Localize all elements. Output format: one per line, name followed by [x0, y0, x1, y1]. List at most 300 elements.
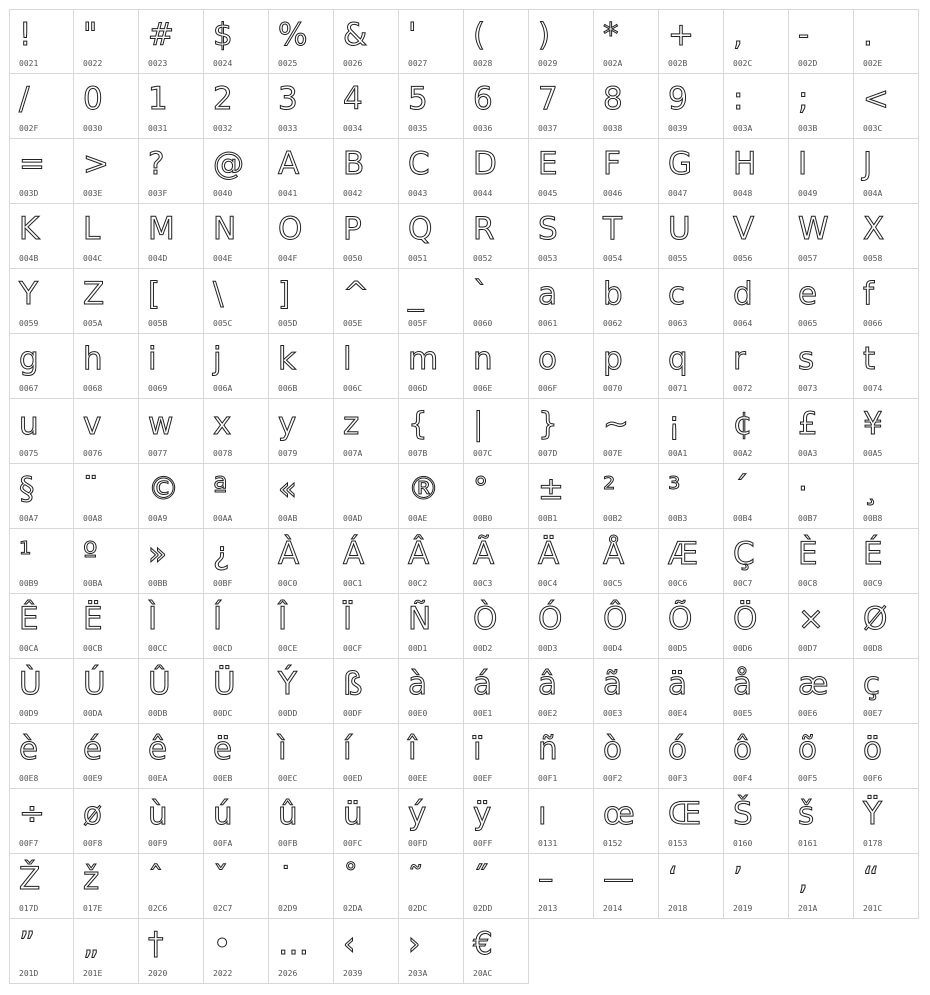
glyph-code: 00C9 [863, 579, 883, 588]
glyph-code: 00EB [213, 774, 233, 783]
glyph-cell [529, 334, 594, 399]
glyph-code: 0039 [668, 124, 688, 133]
glyph-code: 0021 [19, 59, 39, 68]
glyph-cell [594, 204, 659, 269]
glyph-cell [594, 854, 659, 919]
glyph-char: ž [83, 861, 100, 897]
glyph-cell [594, 529, 659, 594]
glyph-char: Y [19, 276, 38, 312]
glyph-char: õ [798, 731, 817, 767]
glyph-char: î [408, 731, 417, 767]
glyph-char: ) [538, 17, 551, 53]
glyph-code: 0041 [278, 189, 298, 198]
glyph-cell [139, 139, 204, 204]
glyph-char: Á [343, 536, 365, 572]
glyph-code: 003C [863, 124, 883, 133]
glyph-code: 0023 [148, 59, 168, 68]
glyph-char: â [538, 666, 557, 702]
glyph-char: Â [408, 536, 430, 572]
glyph-code: 007E [603, 449, 623, 458]
glyph-char: † [148, 926, 164, 962]
glyph-char: ó [668, 731, 687, 767]
glyph-cell [74, 399, 139, 464]
glyph-cell [204, 659, 269, 724]
glyph-cell [9, 659, 74, 724]
glyph-code: 002E [863, 59, 883, 68]
glyph-char: ü [343, 796, 363, 832]
glyph-char: % [278, 17, 308, 53]
glyph-cell [334, 659, 399, 724]
glyph-cell [204, 529, 269, 594]
glyph-char: 3 [278, 81, 298, 117]
glyph-cell [334, 74, 399, 139]
glyph-code: 0062 [603, 319, 623, 328]
glyph-char: S [538, 211, 558, 247]
glyph-code: 00AB [278, 514, 298, 523]
glyph-char: ^ [343, 276, 369, 312]
glyph-char: … [278, 926, 309, 962]
glyph-cell [399, 919, 464, 984]
glyph-char: È [798, 536, 818, 572]
glyph-code: 00B4 [733, 514, 753, 523]
glyph-cell [74, 74, 139, 139]
glyph-cell [334, 9, 399, 74]
glyph-code: 00DB [148, 709, 168, 718]
glyph-char: } [538, 406, 558, 442]
glyph-code: 0046 [603, 189, 623, 198]
glyph-char: Î [278, 601, 288, 637]
glyph-cell [139, 594, 204, 659]
glyph-cell [9, 204, 74, 269]
glyph-code: 007B [408, 449, 428, 458]
glyph-char: „ [83, 926, 100, 962]
glyph-char: I [798, 146, 808, 182]
glyph-cell [74, 789, 139, 854]
glyph-cell [334, 594, 399, 659]
glyph-char: ø [83, 796, 102, 832]
glyph-cell [724, 529, 789, 594]
glyph-grid [9, 9, 919, 984]
glyph-code: 00AE [408, 514, 428, 523]
glyph-char: & [343, 17, 368, 53]
glyph-char: > [83, 146, 109, 182]
glyph-char: 4 [343, 81, 363, 117]
glyph-char: ˝ [473, 861, 489, 897]
glyph-char: ’ [733, 861, 743, 897]
glyph-code: 00CB [83, 644, 103, 653]
glyph-char: æ [798, 666, 829, 702]
glyph-code: 0061 [538, 319, 558, 328]
glyph-char: T [603, 211, 622, 247]
glyph-char: ˆ [148, 861, 164, 897]
glyph-code: 0045 [538, 189, 558, 198]
glyph-code: 0064 [733, 319, 753, 328]
glyph-char: ” [19, 926, 36, 962]
glyph-char: Í [213, 601, 223, 637]
glyph-char: ª [213, 471, 228, 507]
glyph-char: ç [863, 666, 881, 702]
glyph-code: 00F3 [668, 774, 688, 783]
glyph-cell [269, 724, 334, 789]
glyph-char: ä [668, 666, 687, 702]
glyph-char: ´ [733, 471, 749, 507]
glyph-code: 0036 [473, 124, 493, 133]
glyph-cell [659, 269, 724, 334]
glyph-code: 0178 [863, 839, 883, 848]
glyph-code: 00B1 [538, 514, 558, 523]
glyph-cell [529, 529, 594, 594]
glyph-char: ë [213, 731, 233, 767]
glyph-char: M [148, 211, 175, 247]
glyph-char: ° [473, 471, 489, 507]
glyph-code: 006F [538, 384, 558, 393]
glyph-code: 00A9 [148, 514, 168, 523]
glyph-code: 00D6 [733, 644, 753, 653]
glyph-code: 002B [668, 59, 688, 68]
glyph-char: 7 [538, 81, 558, 117]
glyph-code: 005B [148, 319, 168, 328]
glyph-code: 00D1 [408, 644, 428, 653]
glyph-code: 00AD [343, 514, 363, 523]
glyph-code: 0058 [863, 254, 883, 263]
glyph-code: 0074 [863, 384, 883, 393]
glyph-char: 6 [473, 81, 493, 117]
glyph-code: 00A2 [733, 449, 753, 458]
glyph-code: 00D3 [538, 644, 558, 653]
glyph-cell [724, 204, 789, 269]
glyph-char: Š [733, 796, 753, 832]
glyph-code: 02DD [473, 904, 493, 913]
glyph-cell [789, 269, 854, 334]
glyph-char: @ [213, 146, 244, 182]
glyph-char: û [278, 796, 298, 832]
glyph-cell [269, 399, 334, 464]
glyph-code: 003F [148, 189, 168, 198]
glyph-code: 00C3 [473, 579, 493, 588]
glyph-char: / [19, 81, 30, 117]
glyph-char: ÿ [473, 796, 492, 832]
glyph-char: ‹ [343, 926, 356, 962]
glyph-code: 00A3 [798, 449, 818, 458]
glyph-char: è [19, 731, 39, 767]
glyph-cell [789, 594, 854, 659]
glyph-cell [9, 854, 74, 919]
glyph-code: 003D [19, 189, 39, 198]
glyph-cell [9, 464, 74, 529]
glyph-code: 0060 [473, 319, 493, 328]
glyph-code: 20AC [473, 969, 493, 978]
glyph-code: 0075 [19, 449, 39, 458]
glyph-code: 00A8 [83, 514, 103, 523]
glyph-cell [9, 594, 74, 659]
glyph-cell [464, 724, 529, 789]
glyph-code: 2018 [668, 904, 688, 913]
glyph-char: ] [278, 276, 291, 312]
glyph-cell [789, 854, 854, 919]
glyph-char: • [213, 926, 232, 962]
glyph-char: ¥ [863, 406, 883, 442]
glyph-cell [204, 269, 269, 334]
glyph-char: É [863, 536, 883, 572]
glyph-cell [204, 139, 269, 204]
glyph-code: 00D2 [473, 644, 493, 653]
glyph-code: 02D9 [278, 904, 298, 913]
glyph-char: E [538, 146, 558, 182]
glyph-char: § [19, 471, 35, 507]
glyph-cell [74, 919, 139, 984]
glyph-cell [854, 659, 919, 724]
glyph-code: 00E8 [19, 774, 39, 783]
glyph-code: 00EA [148, 774, 168, 783]
glyph-code: 0052 [473, 254, 493, 263]
glyph-code: 0067 [19, 384, 39, 393]
glyph-code: 0042 [343, 189, 363, 198]
glyph-code: 00E4 [668, 709, 688, 718]
glyph-code: 00F8 [83, 839, 103, 848]
glyph-char: « [278, 471, 297, 507]
glyph-cell [594, 334, 659, 399]
glyph-char: Ì [148, 601, 158, 637]
glyph-cell [139, 919, 204, 984]
glyph-char: y [278, 406, 297, 442]
glyph-char: l [343, 341, 352, 377]
glyph-cell [724, 594, 789, 659]
glyph-char: f [863, 276, 874, 312]
glyph-char: v [83, 406, 102, 442]
glyph-char: _ [408, 276, 424, 312]
glyph-char: Ú [83, 666, 106, 702]
glyph-char: k [278, 341, 296, 377]
glyph-code: 0034 [343, 124, 363, 133]
glyph-char: # [148, 17, 174, 53]
glyph-cell [399, 659, 464, 724]
glyph-code: 004D [148, 254, 168, 263]
glyph-cell [74, 9, 139, 74]
glyph-cell [789, 74, 854, 139]
glyph-code: 003B [798, 124, 818, 133]
glyph-char: W [798, 211, 829, 247]
glyph-cell [269, 204, 334, 269]
glyph-char: Ï [343, 601, 353, 637]
glyph-cell [594, 9, 659, 74]
glyph-char: ý [408, 796, 427, 832]
glyph-code: 0131 [538, 839, 558, 848]
glyph-cell [529, 854, 594, 919]
glyph-cell [854, 139, 919, 204]
glyph-char: | [473, 406, 484, 442]
glyph-cell [9, 919, 74, 984]
glyph-code: 00E5 [733, 709, 753, 718]
glyph-code: 00E9 [83, 774, 103, 783]
glyph-cell [464, 919, 529, 984]
glyph-char: Ø [863, 601, 888, 637]
glyph-cell [464, 464, 529, 529]
glyph-cell [204, 854, 269, 919]
glyph-code: 0027 [408, 59, 428, 68]
glyph-code: 00F7 [19, 839, 39, 848]
glyph-cell [659, 529, 724, 594]
glyph-code: 00C4 [538, 579, 558, 588]
glyph-cell [139, 529, 204, 594]
glyph-code: 017E [83, 904, 103, 913]
glyph-char: ú [213, 796, 233, 832]
glyph-char: ! [19, 17, 32, 53]
glyph-cell [464, 399, 529, 464]
glyph-char: p [603, 341, 623, 377]
glyph-char: 0 [83, 81, 103, 117]
glyph-cell [9, 74, 74, 139]
glyph-cell [139, 399, 204, 464]
glyph-code: 201E [83, 969, 103, 978]
glyph-cell [529, 399, 594, 464]
glyph-char: Ô [603, 601, 628, 637]
glyph-char: ( [473, 17, 486, 53]
glyph-code: 0076 [83, 449, 103, 458]
glyph-code: 005A [83, 319, 103, 328]
glyph-cell [269, 919, 334, 984]
glyph-code: 2019 [733, 904, 753, 913]
glyph-cell [854, 74, 919, 139]
glyph-code: 02DC [408, 904, 428, 913]
glyph-char: t [863, 341, 876, 377]
glyph-char: · [798, 471, 808, 507]
glyph-code: 0049 [798, 189, 818, 198]
glyph-cell [529, 269, 594, 334]
glyph-cell [659, 464, 724, 529]
glyph-char: w [148, 406, 174, 442]
glyph-code: 00CC [148, 644, 168, 653]
glyph-code: 00C7 [733, 579, 753, 588]
glyph-code: 003E [83, 189, 103, 198]
glyph-char: Ñ [408, 601, 432, 637]
glyph-cell [204, 919, 269, 984]
glyph-char: x [213, 406, 232, 442]
glyph-cell [139, 659, 204, 724]
glyph-cell [724, 789, 789, 854]
glyph-cell [789, 399, 854, 464]
glyph-cell [269, 9, 334, 74]
glyph-code: 006D [408, 384, 428, 393]
glyph-char: c [668, 276, 686, 312]
glyph-char: X [863, 211, 885, 247]
glyph-char: u [19, 406, 39, 442]
glyph-code: 00C2 [408, 579, 428, 588]
glyph-code: 005C [213, 319, 233, 328]
glyph-cell [334, 464, 399, 529]
glyph-cell [789, 204, 854, 269]
glyph-char: g [19, 341, 39, 377]
glyph-char: ö [863, 731, 882, 767]
glyph-code: 002A [603, 59, 623, 68]
glyph-code: 02C7 [213, 904, 233, 913]
glyph-cell [724, 854, 789, 919]
glyph-code: 02DA [343, 904, 363, 913]
glyph-code: 2014 [603, 904, 623, 913]
glyph-char: š [798, 796, 815, 832]
glyph-char: ? [148, 146, 165, 182]
glyph-cell [399, 334, 464, 399]
glyph-char: ˜ [408, 861, 424, 897]
glyph-cell [399, 74, 464, 139]
glyph-char: * [603, 17, 619, 53]
glyph-char: Ë [83, 601, 103, 637]
glyph-cell [854, 789, 919, 854]
glyph-code: 0029 [538, 59, 558, 68]
glyph-code: 017D [19, 904, 39, 913]
glyph-cell [399, 594, 464, 659]
glyph-char: A [278, 146, 300, 182]
glyph-char: ß [343, 666, 363, 702]
glyph-code: 00B7 [798, 514, 818, 523]
glyph-char: : [733, 81, 744, 117]
glyph-code: 00E6 [798, 709, 818, 718]
glyph-code: 0057 [798, 254, 818, 263]
glyph-cell [724, 399, 789, 464]
glyph-code: 00FF [473, 839, 493, 848]
glyph-char: d [733, 276, 753, 312]
glyph-cell [659, 854, 724, 919]
glyph-cell [139, 74, 204, 139]
glyph-char: Û [148, 666, 171, 702]
glyph-code: 0025 [278, 59, 298, 68]
glyph-cell [789, 724, 854, 789]
glyph-cell [464, 9, 529, 74]
glyph-code: 00DA [83, 709, 103, 718]
glyph-cell [204, 74, 269, 139]
glyph-code: 00CF [343, 644, 363, 653]
glyph-code: 0054 [603, 254, 623, 263]
glyph-code: 0072 [733, 384, 753, 393]
glyph-cell [854, 204, 919, 269]
glyph-code: 00D8 [863, 644, 883, 653]
glyph-char: 2 [213, 81, 233, 117]
glyph-char: r [733, 341, 746, 377]
glyph-code: 0063 [668, 319, 688, 328]
glyph-code: 004A [863, 189, 883, 198]
glyph-char: Å [603, 536, 625, 572]
glyph-char: ¡ [668, 406, 681, 442]
glyph-code: 0048 [733, 189, 753, 198]
glyph-code: 2039 [343, 969, 363, 978]
glyph-cell [139, 334, 204, 399]
glyph-code: 00F5 [798, 774, 818, 783]
glyph-cell [659, 594, 724, 659]
glyph-code: 02C6 [148, 904, 168, 913]
glyph-cell [529, 74, 594, 139]
glyph-code: 0024 [213, 59, 233, 68]
glyph-char: . [863, 17, 873, 53]
glyph-char: n [473, 341, 493, 377]
glyph-code: 00F2 [603, 774, 623, 783]
glyph-cell [529, 594, 594, 659]
glyph-code: 007D [538, 449, 558, 458]
glyph-char: Ÿ [863, 796, 882, 832]
glyph-code: 00E1 [473, 709, 493, 718]
glyph-cell [204, 9, 269, 74]
glyph-code: 00ED [343, 774, 363, 783]
glyph-char: ~ [603, 406, 629, 442]
glyph-code: 0066 [863, 319, 883, 328]
glyph-char: O [278, 211, 303, 247]
glyph-code: 201A [798, 904, 818, 913]
glyph-code: 0038 [603, 124, 623, 133]
glyph-cell [724, 334, 789, 399]
glyph-code: 203A [408, 969, 428, 978]
glyph-char: × [798, 601, 824, 637]
glyph-cell [9, 399, 74, 464]
glyph-code: 0160 [733, 839, 753, 848]
glyph-cell [464, 74, 529, 139]
